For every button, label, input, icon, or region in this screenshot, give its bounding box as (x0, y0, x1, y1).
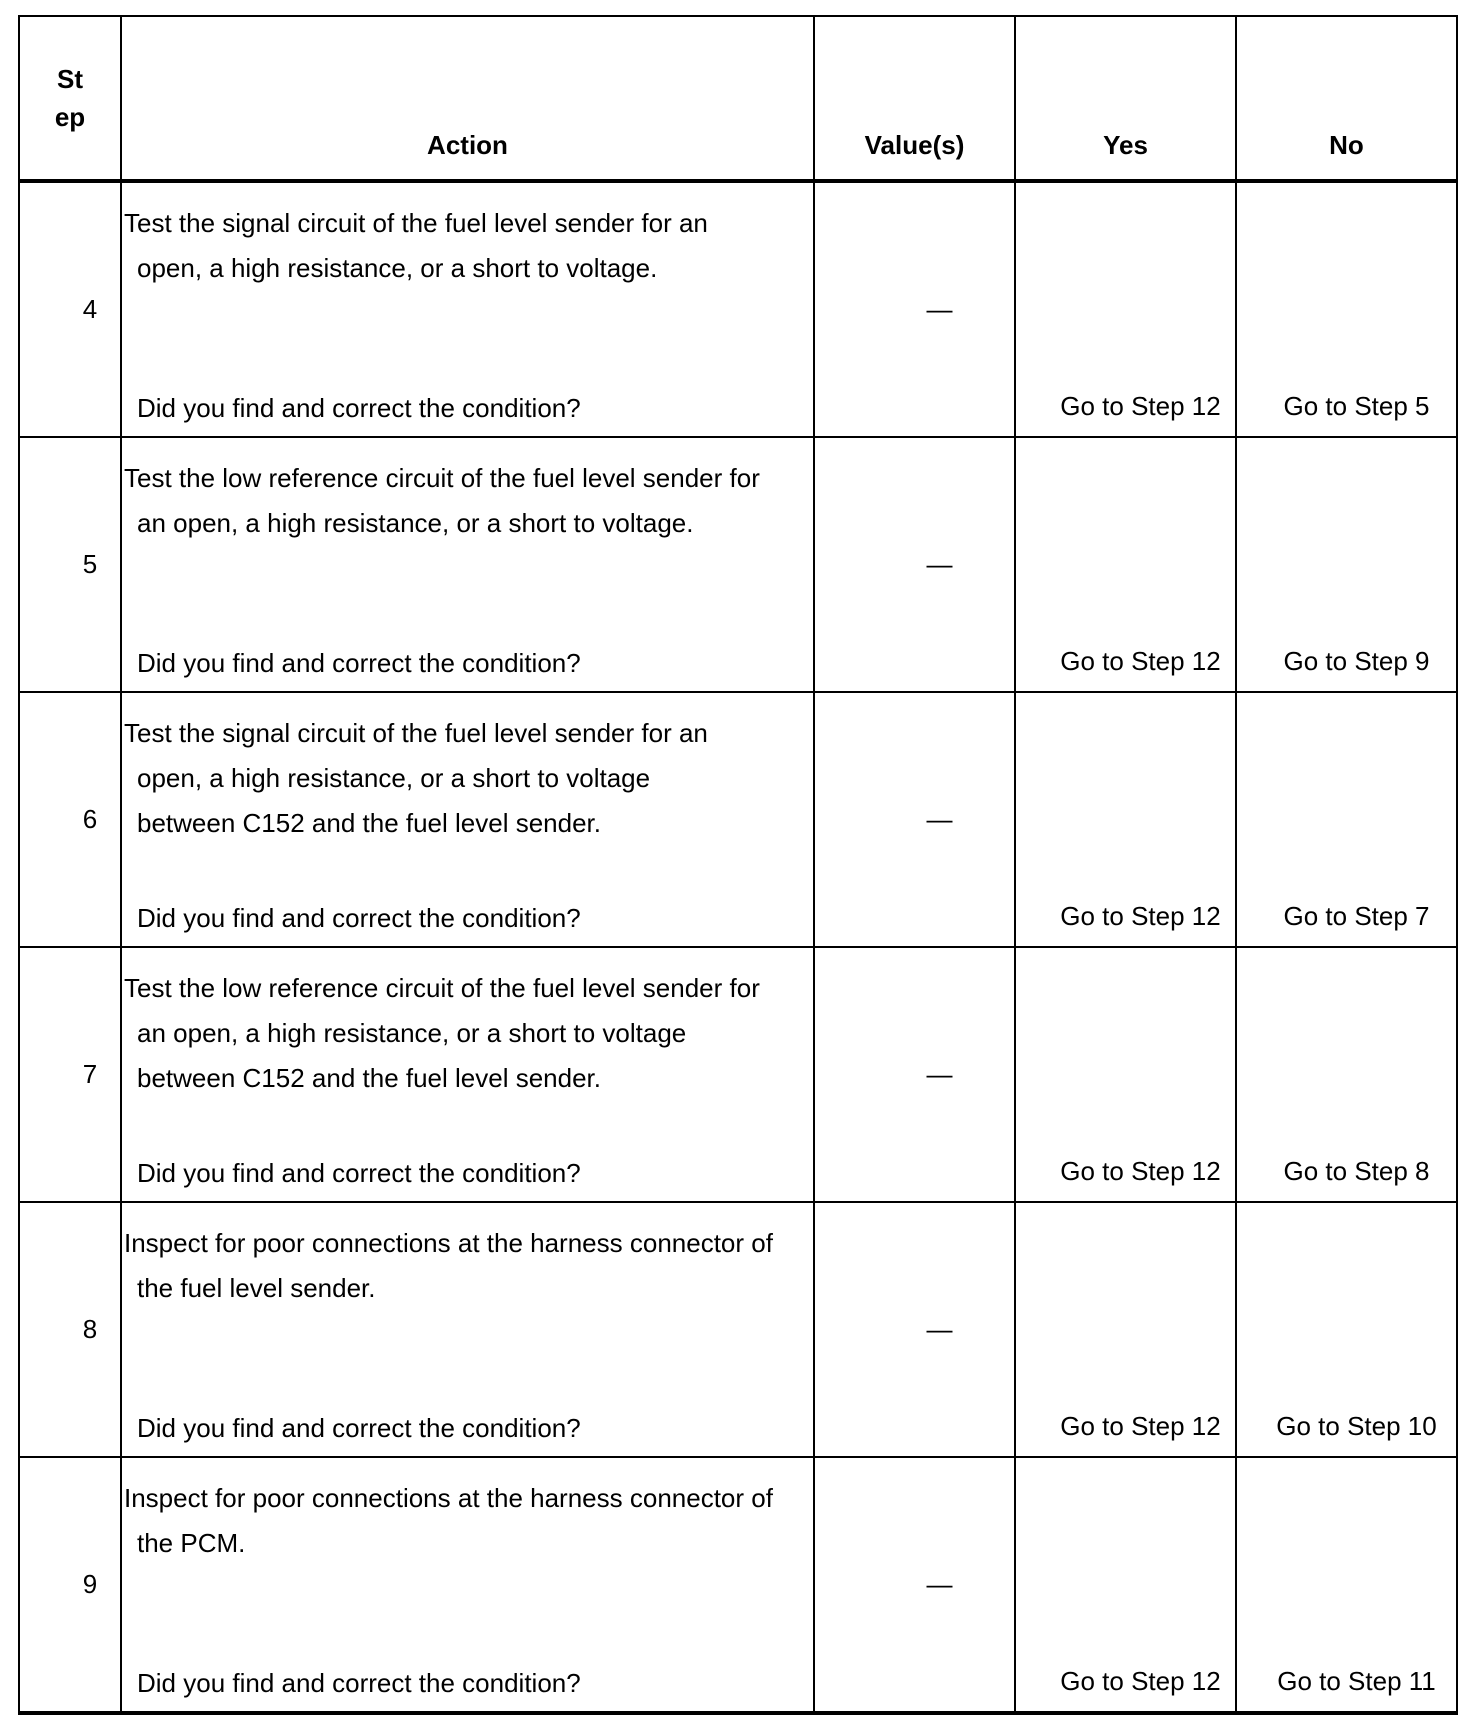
action-line: the fuel level sender. (137, 1273, 376, 1303)
value-cell: — (814, 181, 1015, 437)
step-number: 8 (19, 1202, 121, 1457)
diagnostic-table (18, 15, 1458, 1715)
action-line: between C152 and the fuel level sender. (137, 1063, 602, 1093)
no-cell: Go to Step 11 (1236, 1457, 1457, 1713)
no-cell: Go to Step 8 (1236, 947, 1457, 1202)
action-instructions (124, 711, 813, 846)
no-cell: Go to Step 10 (1236, 1202, 1457, 1457)
action-instructions (124, 201, 813, 291)
action-line: an open, a high resistance, or a short to voltage (137, 1018, 687, 1048)
yes-cell: Go to Step 12 (1015, 181, 1236, 437)
action-question: Did you find and correct the condition? (137, 903, 581, 933)
action-cell (121, 1202, 814, 1457)
step-number: 6 (19, 692, 121, 947)
step-number: 4 (19, 181, 121, 437)
table-row (19, 947, 1457, 1202)
header-action: Action (121, 16, 814, 181)
no-cell: Go to Step 9 (1236, 437, 1457, 692)
table-row (19, 181, 1457, 437)
action-line: the PCM. (137, 1528, 246, 1558)
action-line: an open, a high resistance, or a short to voltage. (137, 508, 694, 538)
step-number: 9 (19, 1457, 121, 1713)
action-line: Inspect for poor connections at the harness connector of (124, 1483, 773, 1513)
header-values: Value(s) (814, 16, 1015, 181)
action-line: Test the signal circuit of the fuel level sender for an (124, 718, 708, 748)
yes-cell: Go to Step 12 (1015, 692, 1236, 947)
header-step-line2: ep (54, 102, 86, 132)
action-question: Did you find and correct the condition? (137, 1158, 581, 1188)
yes-cell: Go to Step 12 (1015, 1457, 1236, 1713)
value-cell: — (814, 437, 1015, 692)
table-row (19, 692, 1457, 947)
step-number: 5 (19, 437, 121, 692)
yes-cell: Go to Step 12 (1015, 947, 1236, 1202)
value-cell: — (814, 1202, 1015, 1457)
action-question: Did you find and correct the condition? (137, 1413, 581, 1443)
action-line: Test the low reference circuit of the fuel level sender for (124, 973, 760, 1003)
action-line: Test the low reference circuit of the fuel level sender for (124, 463, 760, 493)
action-line: Test the signal circuit of the fuel level sender for an (124, 208, 708, 238)
yes-cell: Go to Step 12 (1015, 437, 1236, 692)
header-step-line1: St (57, 64, 83, 94)
table-header (19, 16, 1457, 181)
value-cell: — (814, 947, 1015, 1202)
action-line: open, a high resistance, or a short to voltage. (137, 253, 658, 283)
no-cell: Go to Step 5 (1236, 181, 1457, 437)
value-cell: — (814, 1457, 1015, 1713)
action-question: Did you find and correct the condition? (137, 648, 581, 678)
action-line: open, a high resistance, or a short to voltage (137, 763, 651, 793)
no-cell: Go to Step 7 (1236, 692, 1457, 947)
yes-cell: Go to Step 12 (1015, 1202, 1236, 1457)
action-line: between C152 and the fuel level sender. (137, 808, 602, 838)
table-body (19, 181, 1457, 1713)
action-instructions (124, 1221, 813, 1311)
action-cell (121, 692, 814, 947)
action-instructions (124, 966, 813, 1101)
action-instructions (124, 1476, 813, 1566)
header-no: No (1236, 16, 1457, 181)
action-instructions (124, 456, 813, 546)
action-cell (121, 437, 814, 692)
header-step (19, 16, 121, 181)
header-yes: Yes (1015, 16, 1236, 181)
action-question: Did you find and correct the condition? (137, 1668, 581, 1698)
value-cell: — (814, 692, 1015, 947)
action-cell (121, 181, 814, 437)
table-row (19, 1457, 1457, 1713)
action-line: Inspect for poor connections at the harness connector of (124, 1228, 773, 1258)
step-number: 7 (19, 947, 121, 1202)
action-cell (121, 947, 814, 1202)
action-cell (121, 1457, 814, 1713)
table-row (19, 1202, 1457, 1457)
table-row (19, 437, 1457, 692)
header-row (19, 16, 1457, 181)
action-question: Did you find and correct the condition? (137, 393, 581, 423)
